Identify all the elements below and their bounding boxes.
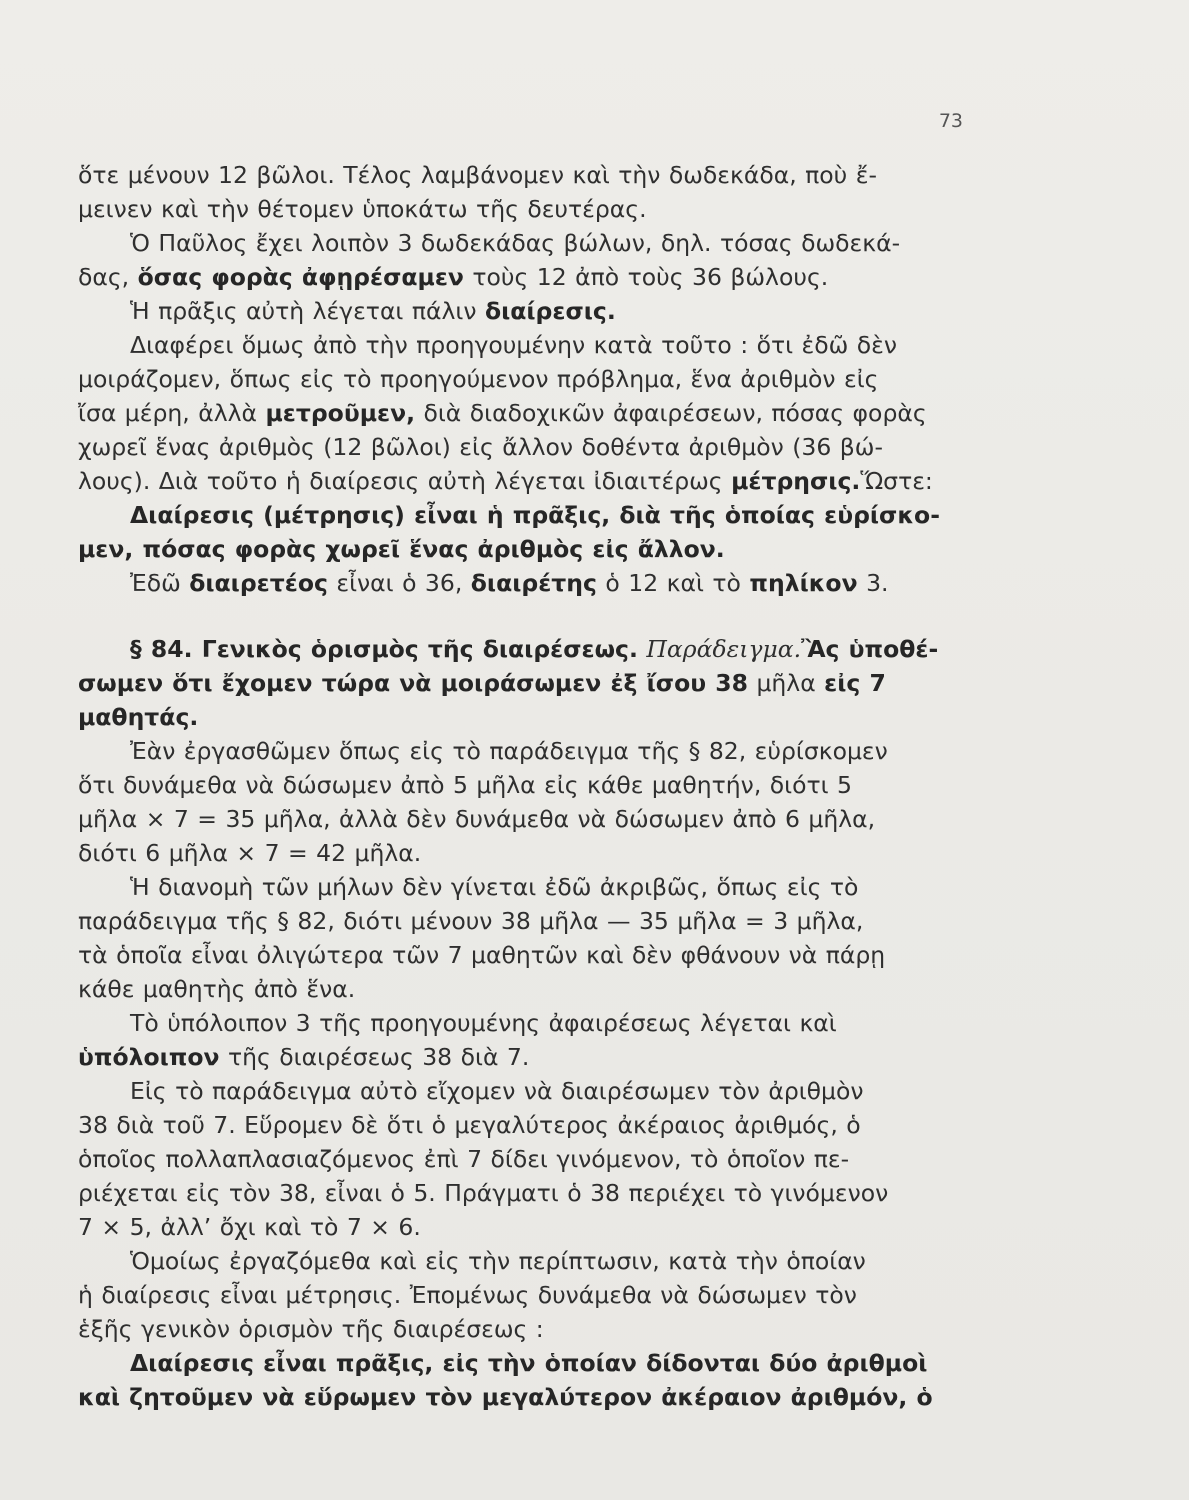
paragraph [78,1244,964,1346]
bold-term: μετροῦμεν, [265,399,415,427]
bold-term: διαιρετέος [189,569,328,597]
bold-term: Ἂς ὑποθέ- [801,635,939,663]
text-line: διότι 6 μῆλα × 7 = 42 μῆλα. [78,839,422,867]
page-number: 73 [938,110,963,132]
paragraph [78,870,964,1006]
paragraph [78,294,964,328]
text-line: λους). Διὰ τοῦτο ἡ διαίρεσις αὐτὴ λέγεται ἰδιαιτέρως [78,467,732,495]
text-line: τῆς διαιρέσεως 38 διὰ 7. [219,1043,530,1071]
paragraph [78,328,964,498]
text-line: εἶναι ὁ 36, [327,569,471,597]
bold-term: εἰς 7 [824,669,886,697]
text-line: Ὥστε: [860,467,933,495]
text-line: Ἡ πρᾶξις αὐτὴ λέγεται πάλιν [130,297,485,325]
bold-term: διαίρεσις. [484,297,616,325]
text-line: μῆλα [747,669,825,697]
definition-paragraph [78,498,964,566]
text-line: κάθε μαθητὴς ἀπὸ ἕνα. [78,975,356,1003]
text-line: δας, [78,263,138,291]
text-line: μεινεν καὶ τὴν θέτομεν ὑποκάτω τῆς δευτέρας. [78,195,647,223]
bold-term: μαθητάς. [78,703,199,731]
bold-term: ὑπόλοιπον [78,1043,220,1071]
page-body [78,158,964,1414]
text-line: Ὁ Παῦλος ἔχει λοιπὸν 3 δωδεκάδας βώλων, δηλ. τόσας δωδεκά- [130,229,901,257]
text-line: Διαίρεσις (μέτρησις) εἶναι ἡ πρᾶξις, διὰ τῆς ὁποίας εὑρίσκο- [130,501,940,529]
text-line: μῆλα × 7 = 35 μῆλα, ἀλλὰ δὲν δυνάμεθα νὰ δώσωμεν ἀπὸ 6 μῆλα, [78,805,876,833]
text-line: διὰ διαδοχικῶν ἀφαιρέσεων, πόσας φορὰς [415,399,927,427]
definition-paragraph [78,1346,964,1414]
text-line: ὅτι δυνάμεθα νὰ δώσωμεν ἀπὸ 5 μῆλα εἰς κάθε μαθητήν, διότι 5 [78,771,852,799]
bold-term: μέτρησις. [731,467,861,495]
text-line: τοὺς 12 ἀπὸ τοὺς 36 βώλους. [463,263,829,291]
text-line: 7 × 5, ἀλλ’ ὄχι καὶ τὸ 7 × 6. [78,1213,421,1241]
text-line: Ἐδῶ [130,569,190,597]
text-line: 3. [857,569,889,597]
italic-term: Παράδειγμα. [646,635,802,663]
section-heading: § 84. Γενικὸς ὁρισμὸς τῆς διαιρέσεως. [130,635,638,663]
text-line: ὁ 12 καὶ τὸ [596,569,750,597]
paragraph [78,1074,964,1244]
text-line: ἑξῆς γενικὸν ὁρισμὸν τῆς διαιρέσεως : [78,1315,544,1343]
text-line: ὁποῖος πολλαπλασιαζόμενος ἐπὶ 7 δίδει γινόμενον, τὸ ὁποῖον πε- [78,1145,850,1173]
text-line: Ὁμοίως ἐργαζόμεθα καὶ εἰς τὴν περίπτωσιν, κατὰ τὴν ὁποίαν [130,1247,866,1275]
bold-term: πηλίκον [749,569,858,597]
text-line: τὰ ὁποῖα εἶναι ὀλιγώτερα τῶν 7 μαθητῶν καὶ δὲν φθάνουν νὰ πάρῃ [78,941,886,969]
bold-term: σωμεν ὅτι ἔχομεν τώρα νὰ μοιράσωμεν ἐξ ἴσου 38 [78,669,748,697]
text-line: Ἡ διανομὴ τῶν μήλων δὲν γίνεται ἐδῶ ἀκριβῶς, ὅπως εἰς τὸ [130,873,859,901]
text-line: Τὸ ὑπόλοιπον 3 τῆς προηγουμένης ἀφαιρέσεως λέγεται καὶ [130,1009,837,1037]
paragraph [78,734,964,870]
text-line: Εἰς τὸ παράδειγμα αὐτὸ εἴχομεν νὰ διαιρέσωμεν τὸν ἀριθμὸν [130,1077,864,1105]
paragraph [78,1006,964,1074]
text-line: ὅτε μένουν 12 βῶλοι. Τέλος λαμβάνομεν καὶ τὴν δωδεκάδα, ποὺ ἔ- [78,161,877,189]
text-line: Διαφέρει ὅμως ἀπὸ τὴν προηγουμένην κατὰ τοῦτο : ὅτι ἐδῶ δὲν [130,331,897,359]
section-heading-paragraph [78,632,964,734]
text-line: καὶ ζητοῦμεν νὰ εὕρωμεν τὸν μεγαλύτερον ἀκέραιον ἀριθμόν, ὁ [78,1383,933,1411]
text-line: μοιράζομεν, ὅπως εἰς τὸ προηγούμενον πρόβλημα, ἕνα ἀριθμὸν εἰς [78,365,879,393]
text-line: χωρεῖ ἕνας ἀριθμὸς (12 βῶλοι) εἰς ἄλλον δοθέντα ἀριθμὸν (36 βώ- [78,433,883,461]
bold-term: ὅσας φορὰς ἀφῃρέσαμεν [137,263,464,291]
bold-term: διαιρέτης [470,569,597,597]
text-line: Διαίρεσις εἶναι πρᾶξις, εἰς τὴν ὁποίαν δίδονται δύο ἀριθμοὶ [130,1349,928,1377]
text-line: 38 διὰ τοῦ 7. Εὕρομεν δὲ ὅτι ὁ μεγαλύτερος ἀκέραιος ἀριθμός, ὁ [78,1111,861,1139]
paragraph [78,566,964,600]
text-line: Ἐὰν ἐργασθῶμεν ὅπως εἰς τὸ παράδειγμα τῆς § 82, εὑρίσκομεν [130,737,888,765]
text-line: ριέχεται εἰς τὸν 38, εἶναι ὁ 5. Πράγματι ὁ 38 περιέχει τὸ γινόμενον [78,1179,889,1207]
paragraph [78,158,964,226]
text-line: μεν, πόσας φορὰς χωρεῖ ἕνας ἀριθμὸς εἰς ἄλλον. [78,535,725,563]
text-line: ἴσα μέρη, ἀλλὰ [78,399,266,427]
paragraph [78,226,964,294]
text-line: παράδειγμα τῆς § 82, διότι μένουν 38 μῆλα — 35 μῆλα = 3 μῆλα, [78,907,864,935]
text-line: ἡ διαίρεσις εἶναι μέτρησις. Ἐπομένως δυνάμεθα νὰ δώσωμεν τὸν [78,1281,857,1309]
